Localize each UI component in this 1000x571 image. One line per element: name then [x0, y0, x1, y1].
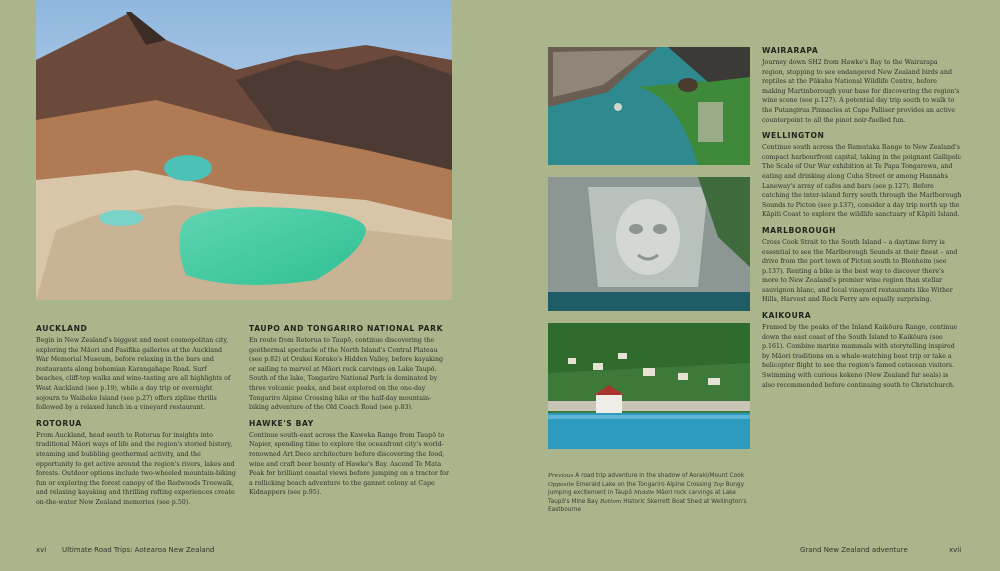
- section-heading: MARLBOROUGH: [762, 225, 837, 235]
- section-wairarapa: [762, 46, 962, 125]
- rock-carving-illustration: [548, 177, 750, 311]
- caption-text-previous: A road trip adventure in the shadow of Aoraki/Mount Cook: [573, 473, 745, 479]
- emerald-lakes-illustration: [36, 0, 452, 300]
- section-marlborough: [762, 226, 962, 305]
- section-heading: TAUPO AND TONGARIRO NATIONAL PARK: [249, 324, 444, 333]
- caption-label-top: Top: [713, 481, 724, 488]
- section-hawkes-bay: [249, 419, 449, 498]
- photo-caption: [548, 472, 748, 515]
- section-rotorua: [36, 419, 236, 508]
- section-heading: WAIRARAPA: [762, 46, 819, 55]
- boat-shed-illustration: [548, 323, 750, 449]
- caption-text-middle: Māori rock carvings at Lake Taupō's Mine Bay: [548, 490, 736, 505]
- caption-text-opposite: Emerald Lake on the Tongariro Alpine Crossing: [574, 481, 714, 488]
- section-taupo: [249, 324, 449, 413]
- section-heading: AUCKLAND: [36, 324, 88, 333]
- section-body: Begin in New Zealand's biggest and most cosmopolitan city, exploring the Māori and Pasifika galleries at the Auckland War Memorial Museum, before relaxing in the bars and restaurants along bohemian Karangahape Road. Surf beaches, cliff-top walks and wine-tasting are all highlights of West Auckland (see p.19), while a day trip or overnight sojourn to Waiheke Island (see p.27) offers zipline thrills followed by a relaxed lunch in a vineyard restaurant.: [36, 337, 231, 412]
- footer-chapter-title: Grand New Zealand adventure: [800, 546, 908, 554]
- photo-emerald-lakes: [36, 0, 452, 300]
- section-body: From Auckland, head south to Rotorua for insights into traditional Māori ways of life and the region's storied history, steaming and bubbling geothermal activity, and the opportunity to get active around the region's rivers, lakes and forests. Outdoor options include two-wheeled mountain-biking fun or exploring the forest canopy of the Redwoods Treewalk, and relaxing kayaking and thrilling rafting experiences create on-the-water New Zealand memories (see p.50).: [36, 431, 236, 506]
- right-column: [762, 46, 962, 396]
- bungy-illustration: [548, 47, 750, 165]
- footer-book-title: Ultimate Road Trips: Aotearoa New Zealand: [62, 546, 215, 554]
- photo-bungy-jumping: [548, 47, 750, 165]
- caption-label-bottom: Bottom: [600, 498, 622, 505]
- footer-page-number-right: xvii: [949, 546, 962, 554]
- caption-text-bottom: Historic Skerrett Boat Shed at Wellington's Eastbourne: [548, 498, 747, 514]
- footer-page-number-left: xvi: [36, 546, 47, 554]
- section-body: Cross Cook Strait to the South Island – a daytime ferry is essential to see the Marlborough Sounds at their finest – and drive from the port town of Picton south to Blenheim (see p.137). Renting a bike is the best way to discover there's more to New Zealand's premier wine region than stellar sauvignon blanc, and local vineyard restaurants like Wither Hills, Harvest and Rock Ferry are equally surprising.: [762, 238, 958, 304]
- photo-skerrett-boat-shed: [548, 323, 750, 449]
- section-body: Framed by the peaks of the Inland Kaikōura Range, continue down the east coast of the South Island to Kaikōura (see p.161). Combine marine mammals with storytelling inspired by Māori traditions on a whale-watching boat trip or take a helicopter flight to see the region's famed cetacean visitors. Swimming with curious kekeno (New Zealand fur seals) is also recommended before continuing south to Christchurch.: [762, 324, 958, 389]
- section-kaikoura: [762, 311, 962, 390]
- section-heading: WELLINGTON: [762, 131, 825, 141]
- section-wellington: [762, 131, 962, 220]
- section-body: En route from Rotorua to Taupō, continue discovering the geothermal spectacle of the North Island's Central Plateau (see p.82) at Orakei Korako's Hidden Valley, before kayaking or sailing to marvel at Māori rock carvings on Lake Taupō. South of the lake, Tongariro National Park is dominated by three volcanic peaks, and best explored on the one-day Tongariro Alpine Crossing hike or the half-day mountain-biking adventure of the Old Coach Road (see p.83).: [249, 337, 444, 412]
- caption-label-middle: Middle: [633, 490, 655, 497]
- left-column-2: [249, 324, 449, 504]
- section-body: Journey down SH2 from Hawke's Bay to the Wairarapa region, stopping to see endangered New Zealand birds and reptiles at the Pūkaha National Wildlife Centre, before making Martinborough your base for discovering the region's wine scene (see p.127). A potential day trip south to walk to the Putangirua Pinnacles at Cape Palliser provides an active counterpoint to all the pinot noir-fuelled fun.: [762, 59, 960, 124]
- photo-maori-rock-carvings: [548, 177, 750, 311]
- caption-label-previous: Previous: [548, 473, 574, 479]
- section-heading: KAIKOURA: [762, 311, 812, 321]
- caption-text-top: Bungy jumping excitement in Taupō: [548, 481, 745, 497]
- section-body: Continue south-east across the Kaweka Range from Taupō to Napier, spending time to explore the oceanfront city's world-renowned Art Deco architecture before discovering the food, wine and craft beer bounty of Hawke's Bay. Ascend Te Mata Peak for brilliant coastal views before jumping on a tractor for a rollicking beach adventure to the gannet colony at Cape Kidnappers (see p.95).: [249, 431, 449, 497]
- left-column-1: [36, 324, 236, 514]
- section-heading: ROTORUA: [36, 418, 82, 428]
- caption-label-opposite: Opposite: [548, 481, 575, 488]
- section-auckland: [36, 324, 236, 413]
- section-body: Continue south across the Remutaka Range to New Zealand's compact harbourfront capital, taking in the poignant Gallipoli: The Scale of Our War exhibition at Te Papa Tongarewa, and eating and drinking along Cuba Street or among Hannahs Laneway's array of cafes and bars (see p.127). Before catching the inter-island ferry south through the Marlborough Sounds to Picton (see p.137), consider a day trip north up the Kāpiti Coast to explore the wildlife sanctuary of Kāpiti Island.: [762, 144, 962, 219]
- section-heading: HAWKE'S BAY: [249, 418, 314, 428]
